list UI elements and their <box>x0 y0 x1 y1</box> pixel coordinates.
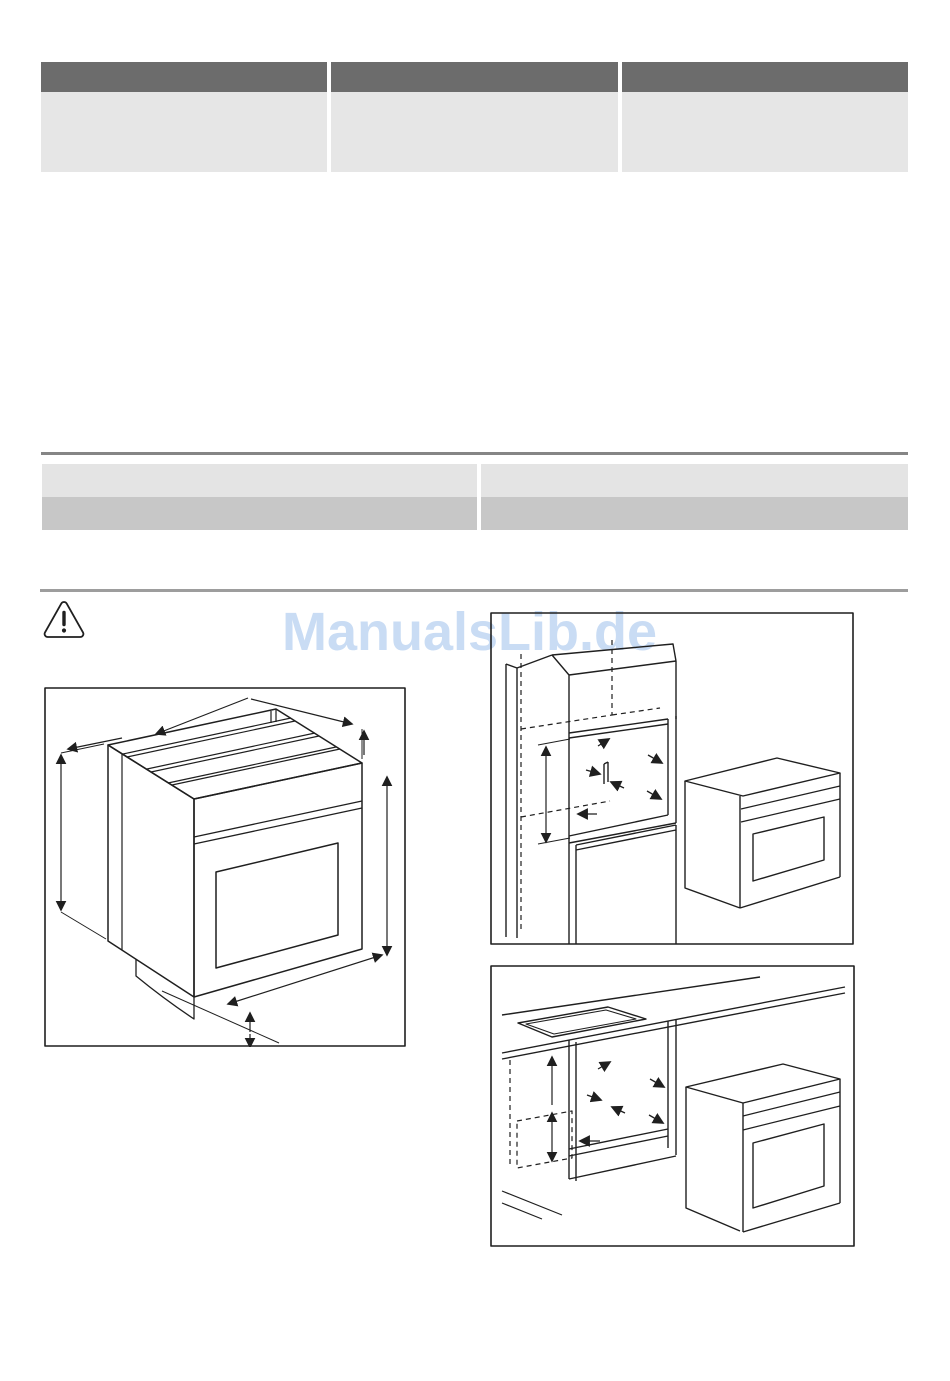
spec-table-body-cell <box>331 92 617 172</box>
info-table-cell <box>42 464 477 497</box>
warning-triangle-icon <box>42 599 86 641</box>
under-counter-installation-diagram <box>490 965 855 1247</box>
oven-dimensions-diagram <box>44 687 406 1047</box>
spec-table-header-cell <box>622 62 908 92</box>
spec-table-header-cell <box>41 62 327 92</box>
info-table-row <box>42 497 908 530</box>
info-table <box>42 464 908 530</box>
spec-table-column <box>622 62 908 172</box>
spec-table-body-cell <box>622 92 908 172</box>
info-table-cell <box>481 497 908 530</box>
spec-table-column <box>41 62 327 172</box>
tall-cabinet-installation-diagram <box>490 612 854 945</box>
warning-section-rule <box>40 589 908 592</box>
spec-table <box>41 62 908 172</box>
info-table-cell <box>42 497 477 530</box>
spec-table-body-cell <box>41 92 327 172</box>
section-divider-rule <box>41 452 908 455</box>
spec-table-column <box>331 62 617 172</box>
spec-table-header-cell <box>331 62 617 92</box>
info-table-row <box>42 464 908 497</box>
info-table-cell <box>481 464 908 497</box>
manualslib-watermark: ManualsLib.de <box>282 602 658 662</box>
